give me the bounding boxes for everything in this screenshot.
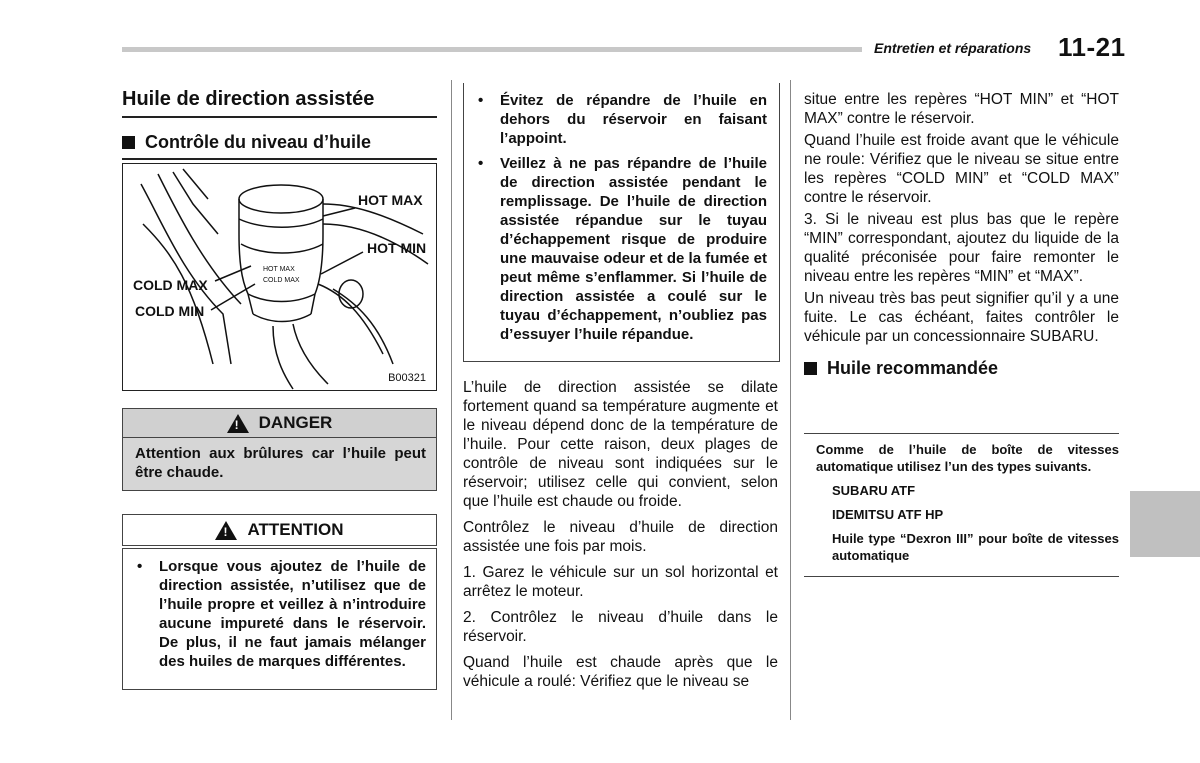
- danger-text: Attention aux brûlures car l’huile peut être chaude.: [123, 438, 436, 490]
- oil-item: SUBARU ATF: [832, 483, 916, 498]
- attention-title: [122, 514, 437, 546]
- bullet-dot-icon: •: [478, 155, 484, 172]
- paragraph: L’huile de direction assistée se dilate fortement quand sa température augmente et le niveau dépend donc de la température de l’huile. Pour cette raison, deux plages de contrôle de niveau sont indiquées sur le réservoir; utilisez celle qui convient, selon que l’huile est chaude ou froide.: [463, 379, 778, 510]
- column-divider: [451, 80, 452, 720]
- paragraph: Quand l’huile est froide avant que le véhicule ne roule: Vérifiez que le niveau se situe entre les repères “COLD MIN” et “COLD MAX” contre le réservoir.: [804, 132, 1119, 206]
- warning-triangle-icon: !: [227, 414, 249, 433]
- danger-title-text: DANGER: [258, 413, 333, 432]
- label-cold-min: COLD MIN: [135, 303, 205, 319]
- attention-bullet-text: Veillez à ne pas répandre de l’huile de direction assistée pendant le remplissage. De l’huile de direction assistée répandue sur le tuyau d’échappement risque de produire une mauvaise odeur et de la fumée et peut même s’enflammer. Si l’huile de direction assistée a coulé sur le tuyau d’échappement, n’oubliez pas d’essuyer l’huile répandue.: [500, 155, 767, 343]
- column-2-text: [463, 378, 778, 698]
- subsection-title-text: Contrôle du niveau d’huile: [145, 132, 372, 152]
- subsection-title: [804, 358, 1119, 384]
- danger-box: [122, 408, 437, 491]
- column-3-text: [804, 90, 1119, 384]
- note-intro: Comme de l’huile de boîte de vitesses automatique utilisez l’un des types suivants.: [816, 442, 1119, 474]
- header-section-title: Entretien et réparations: [874, 40, 1032, 56]
- attention-bullet-text: Lorsque vous ajoutez de l’huile de direction assistée, n’utilisez que de l’huile propre et veillez à n’introduire aucune impureté dans le réservoir. De plus, il ne faut jamais mélanger des huiles de marques différentes.: [159, 558, 426, 670]
- recommended-oil-note: [804, 433, 1119, 577]
- subsection-title: [122, 132, 437, 160]
- square-bullet-icon: [122, 136, 135, 149]
- paragraph: Un niveau très bas peut signifier qu’il y a une fuite. Le cas échéant, faites contrôler le véhicule par un concessionnaire SUBARU.: [804, 290, 1119, 345]
- paragraph: Quand l’huile est chaude après que le véhicule a roulé: Vérifiez que le niveau se: [463, 654, 778, 690]
- attention-bullet-text: Évitez de répandre de l’huile en dehors du réservoir en faisant l’appoint.: [500, 92, 767, 147]
- danger-title: [123, 409, 436, 438]
- attention-continuation: [463, 83, 780, 362]
- paragraph: Contrôlez le niveau d’huile de direction assistée une fois par mois.: [463, 519, 778, 555]
- step-3: 3. Si le niveau est plus bas que le repère “MIN” correspondant, ajoutez du liquide de la qualité préconisée pour faire remonter le niveau entre les repères “MIN” et “MAX”.: [804, 211, 1119, 285]
- label-hot-max: HOT MAX: [358, 192, 423, 208]
- svg-text:HOT MAX: HOT MAX: [263, 266, 295, 273]
- attention-body: [122, 548, 437, 690]
- oil-item: IDEMITSU ATF HP: [832, 507, 944, 522]
- step-1: 1. Garez le véhicule sur un sol horizontal et arrêtez le moteur.: [463, 564, 778, 600]
- bullet-dot-icon: •: [137, 558, 143, 575]
- chapter-tab: [1130, 491, 1200, 557]
- attention-bullet: [464, 154, 779, 344]
- attention-bullet: [464, 91, 779, 148]
- column-1: [122, 88, 437, 160]
- header-rule: [122, 47, 862, 52]
- paragraph: situe entre les repères “HOT MIN” et “HOT MAX” contre le réservoir.: [804, 91, 1119, 127]
- oil-item: Huile type “Dexron III” pour boîte de vitesses automatique: [832, 531, 1119, 563]
- svg-text:COLD MAX: COLD MAX: [263, 277, 300, 284]
- bullet-dot-icon: •: [478, 92, 484, 109]
- reservoir-figure: [122, 163, 437, 391]
- figure-code: B00321: [388, 372, 426, 384]
- page-number: 11-21: [1058, 32, 1126, 62]
- square-bullet-icon: [804, 362, 817, 375]
- subsection-title-text: Huile recommandée: [827, 358, 999, 378]
- label-cold-max: COLD MAX: [133, 277, 208, 293]
- step-2: 2. Contrôlez le niveau d’huile dans le réservoir.: [463, 609, 778, 645]
- column-divider: [790, 80, 791, 720]
- section-title: Huile de direction assistée: [122, 88, 437, 118]
- attention-title-text: ATTENTION: [247, 520, 344, 539]
- label-hot-min: HOT MIN: [367, 240, 427, 256]
- attention-bullet: [123, 557, 436, 671]
- warning-triangle-icon: !: [215, 521, 237, 540]
